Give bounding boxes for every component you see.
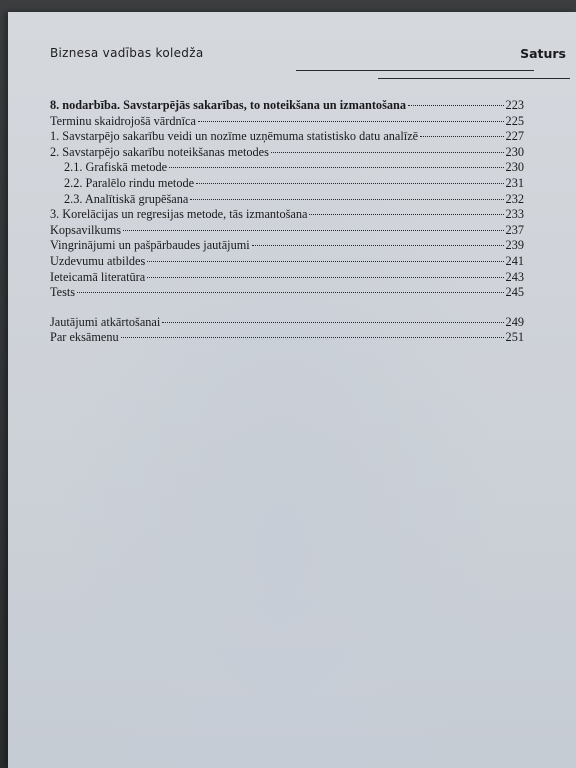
running-header-college: Biznesa vadības koledža <box>50 46 204 60</box>
toc-dot-leader <box>190 199 503 200</box>
toc-entry-page-number: 227 <box>505 129 524 144</box>
toc-dot-leader <box>408 105 504 106</box>
document-page <box>8 12 576 768</box>
toc-entry-title: Vingrinājumi un pašpārbaudes jautājumi <box>50 238 250 253</box>
toc-entry <box>50 98 524 114</box>
toc-dot-leader <box>123 230 503 231</box>
toc-entry <box>50 238 524 254</box>
toc-entry <box>50 176 524 192</box>
toc-dot-leader <box>198 121 504 122</box>
toc-dot-leader <box>420 136 503 137</box>
toc-entry-title: Uzdevumu atbildes <box>50 253 146 268</box>
toc-entry-page-number: 243 <box>505 269 524 284</box>
toc-entry-title: Kopsavilkums <box>50 222 122 237</box>
toc-entry-page-number: 225 <box>505 113 524 128</box>
toc-dot-leader <box>121 337 504 338</box>
header-rule-upper <box>296 70 534 71</box>
toc-dot-leader <box>77 292 503 293</box>
table-of-contents <box>50 98 524 346</box>
toc-entry <box>50 315 524 331</box>
toc-entry-page-number: 231 <box>505 175 524 190</box>
toc-entry <box>50 129 524 145</box>
toc-entry-title: Par eksāmenu <box>50 330 119 345</box>
toc-dot-leader <box>271 152 504 153</box>
toc-entry <box>50 223 524 239</box>
header-rule-lower <box>378 78 570 79</box>
toc-entry-title: 1. Savstarpējo sakarību veidi un nozīme uzņēmuma statistisko datu analīzē <box>50 129 419 144</box>
toc-entry <box>50 145 524 161</box>
toc-entry-page-number: 251 <box>505 330 524 345</box>
toc-entry-page-number: 230 <box>505 160 524 175</box>
toc-entry <box>50 285 524 301</box>
toc-entry-page-number: 249 <box>505 314 524 329</box>
toc-entry-page-number: 230 <box>505 144 524 159</box>
toc-dot-leader <box>196 183 503 184</box>
toc-entry <box>50 254 524 270</box>
toc-entry-title: Jautājumi atkārtošanai <box>50 314 161 329</box>
toc-dot-leader <box>309 214 503 215</box>
toc-entry-title: 3. Korelācijas un regresijas metode, tās izmantošana <box>50 207 308 222</box>
toc-entry-title: 2.1. Grafiskā metode <box>64 160 168 175</box>
toc-entry-title: 2.3. Analītiskā grupēšana <box>64 191 189 206</box>
toc-entry-page-number: 233 <box>505 207 524 222</box>
toc-entry-page-number: 245 <box>505 285 524 300</box>
toc-entry-title: 8. nodarbība. Savstarpējās sakarības, to noteikšana un izmantošana <box>50 98 406 112</box>
toc-entry <box>50 270 524 286</box>
toc-entry <box>50 114 524 130</box>
toc-entry-page-number: 239 <box>505 238 524 253</box>
toc-entry-title: 2. Savstarpējo sakarību noteikšanas metodes <box>50 144 269 159</box>
toc-entry <box>50 330 524 346</box>
toc-entry-page-number: 237 <box>505 222 524 237</box>
running-header-section: Saturs <box>520 46 566 61</box>
toc-dot-leader <box>169 167 503 168</box>
toc-dot-leader <box>147 261 503 262</box>
toc-entry <box>50 192 524 208</box>
toc-dot-leader <box>162 322 503 323</box>
toc-entry-title: Ieteicamā literatūra <box>50 269 146 284</box>
toc-dot-leader <box>147 277 503 278</box>
toc-entry <box>50 207 524 223</box>
toc-dot-leader <box>252 245 504 246</box>
toc-entry-page-number: 223 <box>505 98 524 112</box>
toc-entry <box>50 160 524 176</box>
toc-entry-page-number: 232 <box>505 191 524 206</box>
toc-entry-page-number: 241 <box>505 253 524 268</box>
toc-entry-title: 2.2. Paralēlo rindu metode <box>64 175 195 190</box>
toc-entry-title: Terminu skaidrojošā vārdnīca <box>50 113 196 128</box>
toc-entry-title: Tests <box>50 285 76 300</box>
